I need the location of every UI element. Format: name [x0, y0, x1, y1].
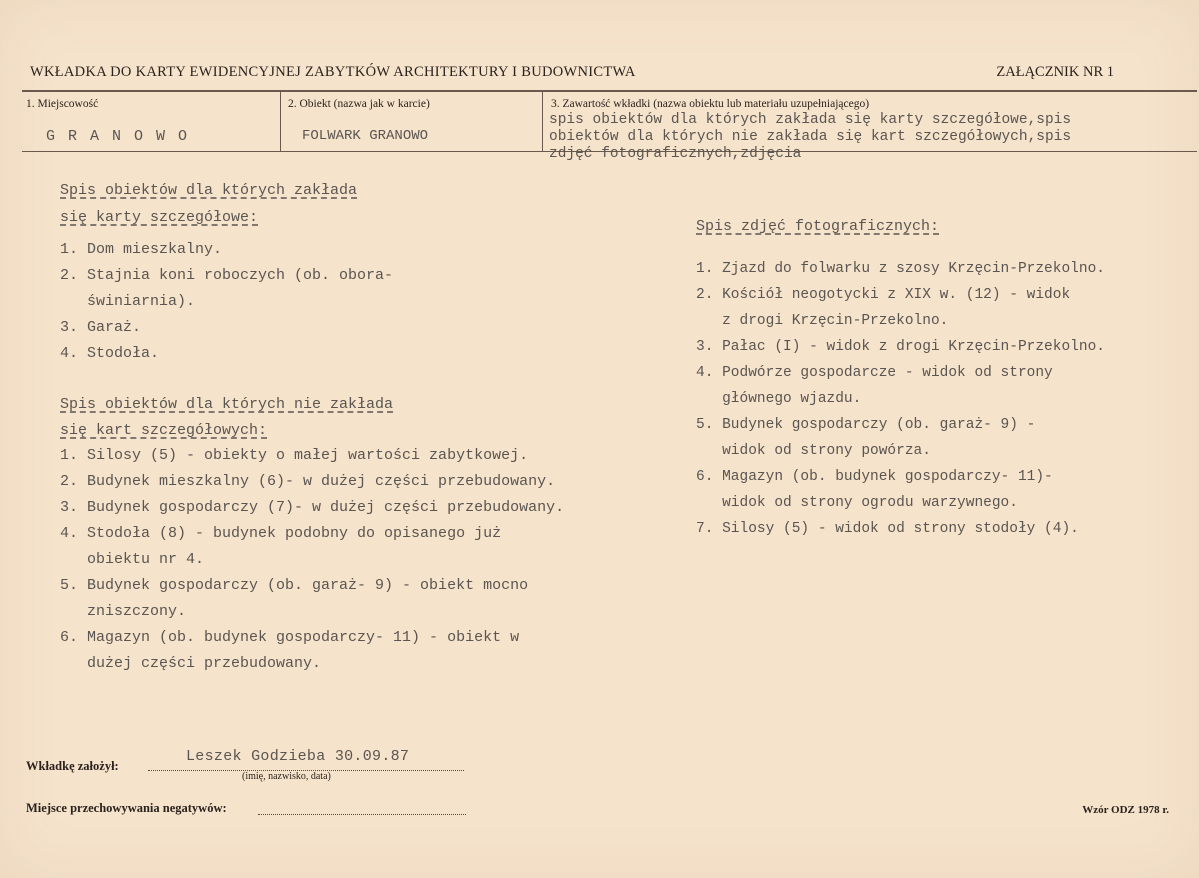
negatives-label: Miejsce przechowywania negatywów:	[26, 801, 227, 815]
list-item: 3. Budynek gospodarczy (7)- w dużej części przebudowany.	[60, 499, 565, 516]
content-line: zdjęć fotograficznych,zdjęcia	[549, 146, 802, 162]
founder-value: Leszek Godzieba 30.09.87	[186, 748, 410, 765]
not-detailed-list	[60, 443, 564, 677]
list-item: 3. Garaż.	[60, 319, 142, 336]
field-divider-2	[542, 92, 543, 151]
list-item: świniarnia).	[60, 293, 196, 310]
object-value: FOLWARK GRANOWO	[302, 128, 429, 144]
list-item: 5. Budynek gospodarczy (ob. garaż- 9) - obiekt mocno	[60, 577, 529, 594]
list-item: widok od strony powórza.	[696, 443, 931, 459]
place-value: G R A N O W O	[46, 128, 190, 145]
detailed-list	[60, 237, 393, 367]
founder-hint: (imię, nazwisko, data)	[242, 771, 331, 782]
photos-list-heading: Spis zdjęć fotograficznych:	[696, 218, 940, 235]
list-item: 2. Kościół neogotycki z XIX w. (12) - widok	[696, 287, 1071, 303]
not-detailed-list-heading: się kart szczegółowych:	[60, 422, 268, 439]
list-item: 4. Stodoła.	[60, 345, 160, 362]
not-detailed-list-heading: Spis obiektów dla których nie zakłada	[60, 396, 394, 413]
content-line: obiektów dla których nie zakłada się kart szczegółowych,spis	[549, 129, 1072, 145]
annex-number: ZAŁĄCZNIK NR 1	[996, 64, 1114, 80]
list-item: 2. Budynek mieszkalny (6)- w dużej części przebudowany.	[60, 473, 556, 490]
list-item: 6. Magazyn (ob. budynek gospodarczy- 11) - obiekt w	[60, 629, 520, 646]
form-model: Wzór ODZ 1978 r.	[1082, 804, 1169, 816]
list-item: zniszczony.	[60, 603, 187, 620]
place-label: 1. Miejscowość	[26, 98, 99, 110]
list-item: 2. Stajnia koni roboczych (ob. obora-	[60, 267, 394, 284]
list-item: 1. Zjazd do folwarku z szosy Krzęcin-Przekolno.	[696, 261, 1105, 277]
object-label: 2. Obiekt (nazwa jak w karcie)	[288, 98, 430, 110]
list-item: 3. Pałac (I) - widok z drogi Krzęcin-Przekolno.	[696, 339, 1105, 355]
list-item: 4. Podwórze gospodarcze - widok od strony	[696, 365, 1053, 381]
content-label: 3. Zawartość wkładki (nazwa obiektu lub materiału uzupełniającego)	[551, 98, 870, 110]
list-item: widok od strony ogrodu warzywnego.	[696, 495, 1018, 511]
header-top-rule	[22, 90, 1197, 92]
list-item: 5. Budynek gospodarczy (ob. garaż- 9) -	[696, 417, 1036, 433]
list-item: dużej części przebudowany.	[60, 655, 322, 672]
list-item: 7. Silosy (5) - widok od strony stodoły (4).	[696, 521, 1079, 537]
list-item: 1. Dom mieszkalny.	[60, 241, 223, 258]
list-item: z drogi Krzęcin-Przekolno.	[696, 313, 949, 329]
list-item: 6. Magazyn (ob. budynek gospodarczy- 11)-	[696, 469, 1053, 485]
content-line: spis obiektów dla których zakłada się karty szczegółowe,spis	[549, 112, 1072, 128]
founder-label: Wkładkę założył:	[26, 759, 119, 773]
list-item: 4. Stodoła (8) - budynek podobny do opisanego już	[60, 525, 502, 542]
photos-list	[696, 256, 1105, 542]
detailed-list-heading: się karty szczegółowe:	[60, 209, 259, 226]
list-item: 1. Silosy (5) - obiekty o małej wartości zabytkowej.	[60, 447, 529, 464]
form-title: WKŁADKA DO KARTY EWIDENCYJNEJ ZABYTKÓW ARCHITEKTURY I BUDOWNICTWA	[30, 64, 636, 80]
negatives-dotted-line	[258, 814, 466, 815]
list-item: głównego wjazdu.	[696, 391, 862, 407]
list-item: obiektu nr 4.	[60, 551, 205, 568]
detailed-list-heading: Spis obiektów dla których zakłada	[60, 182, 358, 199]
field-divider-1	[280, 92, 281, 151]
